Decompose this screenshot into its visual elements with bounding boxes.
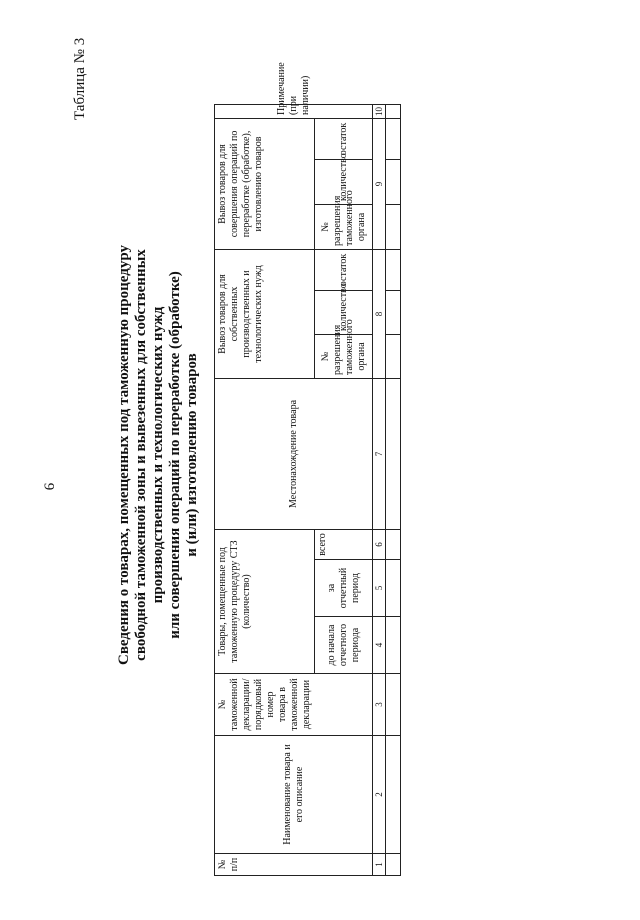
header-location: Местонахождение товара bbox=[215, 379, 373, 530]
header-own-permit: № разрешения таможенного органа bbox=[315, 335, 373, 379]
header-processing-remainder: остаток bbox=[315, 118, 373, 159]
header-placed-period: за отчетный период bbox=[315, 560, 373, 617]
column-number: 2 bbox=[373, 736, 386, 854]
header-own-remainder: остаток bbox=[315, 249, 373, 290]
page-number: 9 bbox=[40, 482, 57, 491]
column-number: 4 bbox=[373, 617, 386, 674]
table-row bbox=[386, 104, 401, 875]
header-processing-quantity: количество bbox=[315, 159, 373, 204]
header-export-processing-group: Вывоз товаров для совершения операций по переработке (обработке), изготовлению товаров bbox=[215, 118, 315, 249]
table-cell bbox=[386, 560, 401, 617]
table-cell bbox=[386, 104, 401, 118]
column-number: 5 bbox=[373, 560, 386, 617]
title-line: Сведения о товарах, помещенных под таможенную процедуру bbox=[116, 245, 132, 665]
title-line: и (или) изготовлению товаров bbox=[184, 353, 200, 557]
header-declaration: № таможенной декларации/ порядковый номер товара в таможенной декларации bbox=[215, 674, 373, 736]
title-line: свободной таможенной зоны и вывезенных для собственных bbox=[133, 249, 149, 661]
column-number: 7 bbox=[373, 379, 386, 530]
header-placed-total: всего bbox=[315, 530, 373, 560]
table-cell bbox=[386, 736, 401, 854]
table-cell bbox=[386, 617, 401, 674]
column-number: 8 bbox=[373, 249, 386, 378]
goods-report-table bbox=[214, 62, 401, 876]
column-number: 6 bbox=[373, 530, 386, 560]
table-cell bbox=[386, 118, 401, 159]
table-cell bbox=[386, 854, 401, 876]
table-cell bbox=[386, 674, 401, 736]
header-processing-permit: № разрешения таможенного органа bbox=[315, 204, 373, 249]
column-number: 1 bbox=[373, 854, 386, 876]
header-own-quantity: количество bbox=[315, 291, 373, 335]
column-number: 3 bbox=[373, 674, 386, 736]
table-label: Таблица № 3 bbox=[72, 37, 88, 120]
header-note: Примечание (при наличии) bbox=[215, 104, 373, 118]
title-line: или совершения операций по переработке (обработке) bbox=[167, 271, 183, 639]
document-title bbox=[116, 140, 201, 770]
header-placed-group: Товары, помещенные под таможенную процедуру СТЗ (количество) bbox=[215, 530, 315, 674]
title-line: производственных и технологических нужд bbox=[150, 306, 166, 604]
table-cell bbox=[386, 291, 401, 335]
column-number: 9 bbox=[373, 118, 386, 249]
table-cell bbox=[386, 249, 401, 290]
table-cell bbox=[386, 379, 401, 530]
header-placed-start: до начала отчетного периода bbox=[315, 617, 373, 674]
table-cell bbox=[386, 204, 401, 249]
table-cell bbox=[386, 335, 401, 379]
header-export-own-group: Вывоз товаров для собственных производственных и технологических нужд bbox=[215, 249, 315, 378]
header-name: Наименование товара и его описание bbox=[215, 736, 373, 854]
column-number: 10 bbox=[373, 104, 386, 118]
table-cell bbox=[386, 530, 401, 560]
header-no: № п/п bbox=[215, 854, 373, 876]
table-cell bbox=[386, 159, 401, 204]
